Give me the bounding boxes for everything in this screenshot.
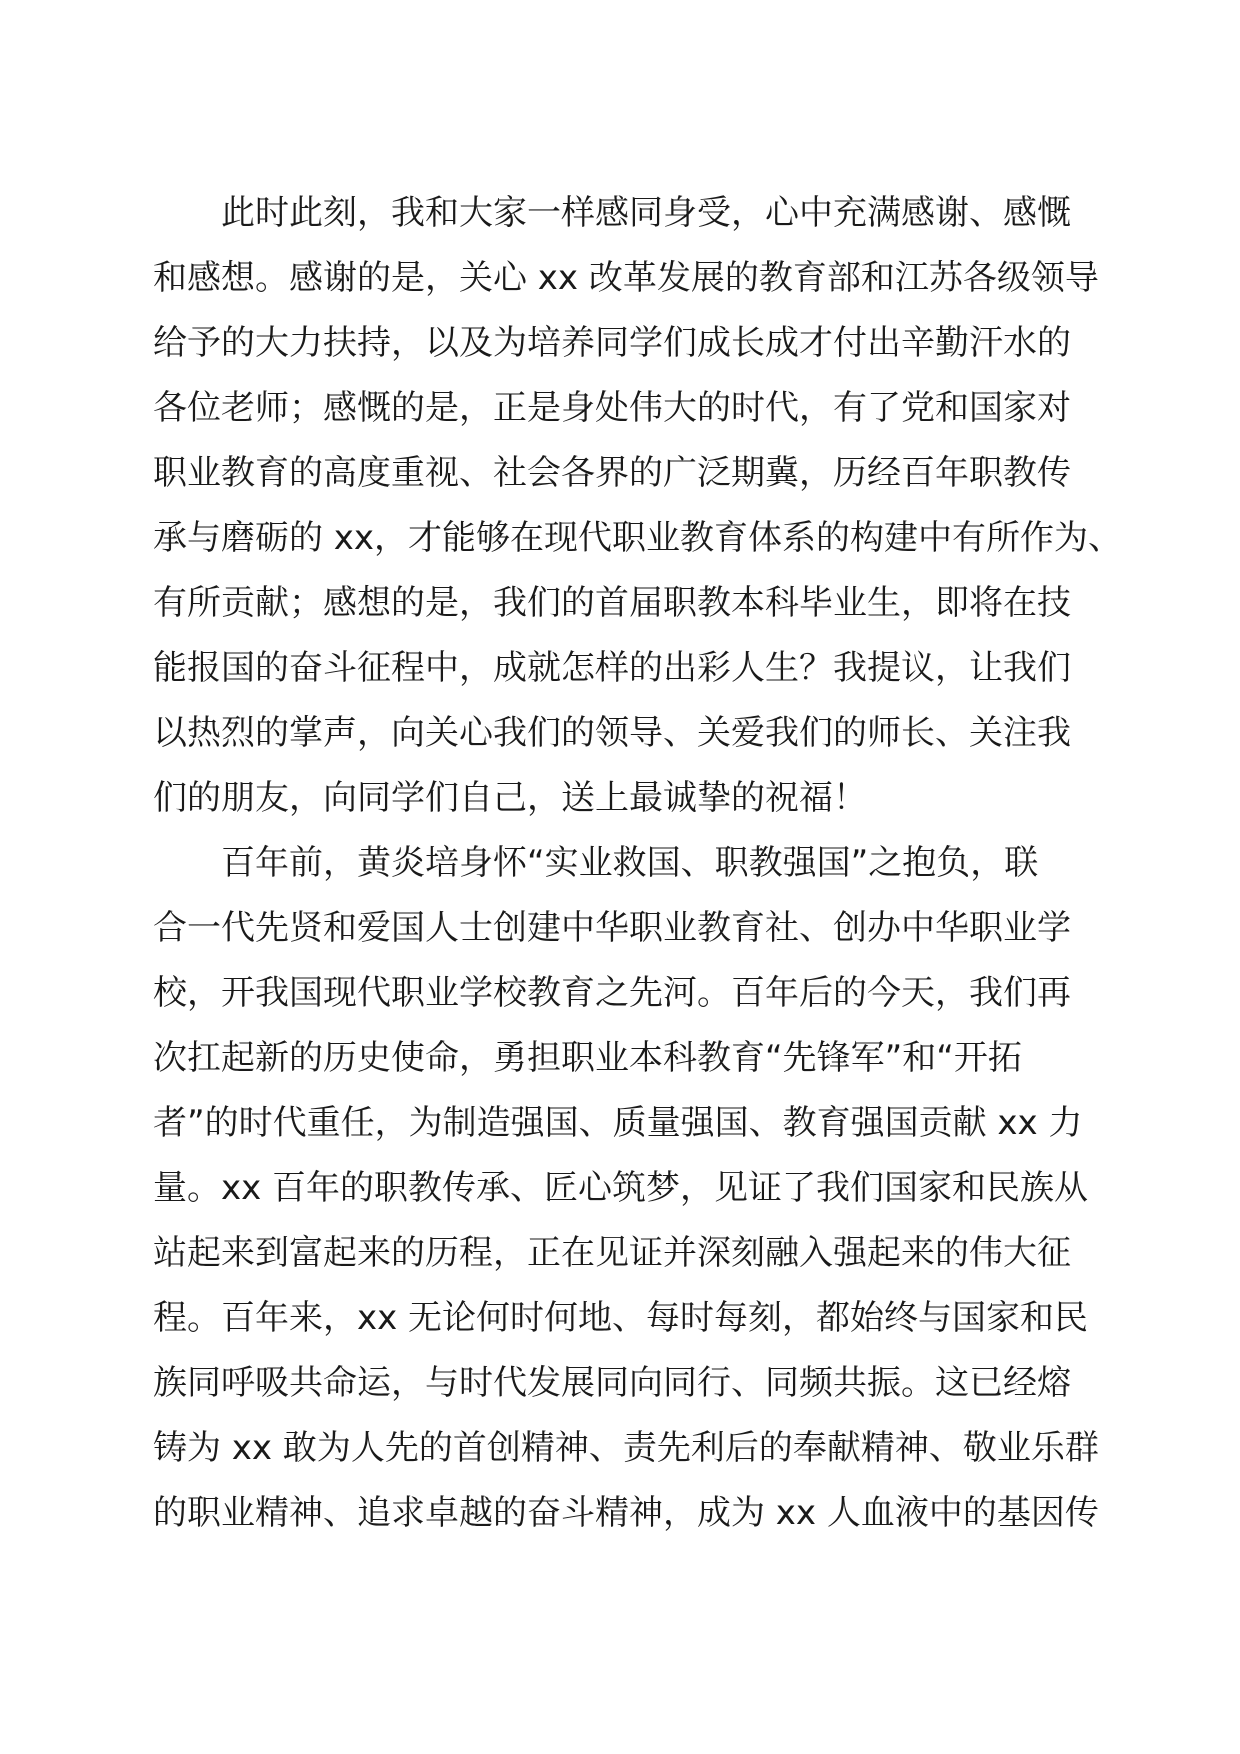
text-line: 程。百年来，xx 无论何时何地、每时每刻，都始终与国家和民	[153, 1298, 1089, 1338]
text-line: 承与磨砺的 xx，才能够在现代职业教育体系的构建中有所作为、	[153, 518, 1123, 558]
text-line: 校，开我国现代职业学校教育之先河。百年后的今天，我们再	[153, 973, 1071, 1013]
text-line: 各位老师；感慨的是，正是身处伟大的时代，有了党和国家对	[153, 388, 1071, 428]
text-line: 以热烈的掌声，向关心我们的领导、关爱我们的师长、关注我	[153, 713, 1071, 753]
text-line: 次扛起新的历史使命，勇担职业本科教育“先锋军”和“开拓	[153, 1038, 1022, 1078]
text-line: 此时此刻，我和大家一样感同身受，心中充满感谢、感慨	[221, 193, 1071, 233]
text-line: 铸为 xx 敢为人先的首创精神、责先利后的奉献精神、敬业乐群	[153, 1428, 1099, 1468]
text-line: 百年前，黄炎培身怀“实业救国、职教强国”之抱负，联	[221, 843, 1039, 883]
text-line: 有所贡献；感想的是，我们的首届职教本科毕业生，即将在技	[153, 583, 1071, 623]
text-line: 能报国的奋斗征程中，成就怎样的出彩人生？我提议，让我们	[153, 648, 1071, 688]
text-line: 站起来到富起来的历程，正在见证并深刻融入强起来的伟大征	[153, 1233, 1071, 1273]
document-body	[153, 181, 1123, 1546]
text-line: 给予的大力扶持，以及为培养同学们成长成才付出辛勤汗水的	[153, 323, 1071, 363]
text-line: 的职业精神、追求卓越的奋斗精神，成为 xx 人血液中的基因传	[153, 1493, 1099, 1533]
paragraph-1	[153, 181, 1123, 831]
text-line: 合一代先贤和爱国人士创建中华职业教育社、创办中华职业学	[153, 908, 1071, 948]
text-line: 和感想。感谢的是，关心 xx 改革发展的教育部和江苏各级领导	[153, 258, 1099, 298]
text-line: 族同呼吸共命运，与时代发展同向同行、同频共振。这已经熔	[153, 1363, 1071, 1403]
text-line: 者”的时代重任，为制造强国、质量强国、教育强国贡献 xx 力	[153, 1103, 1083, 1143]
text-line: 职业教育的高度重视、社会各界的广泛期冀，历经百年职教传	[153, 453, 1071, 493]
text-line: 们的朋友，向同学们自己，送上最诚挚的祝福！	[153, 778, 867, 818]
paragraph-2	[153, 831, 1099, 1546]
text-line: 量。xx 百年的职教传承、匠心筑梦，见证了我们国家和民族从	[153, 1168, 1089, 1208]
